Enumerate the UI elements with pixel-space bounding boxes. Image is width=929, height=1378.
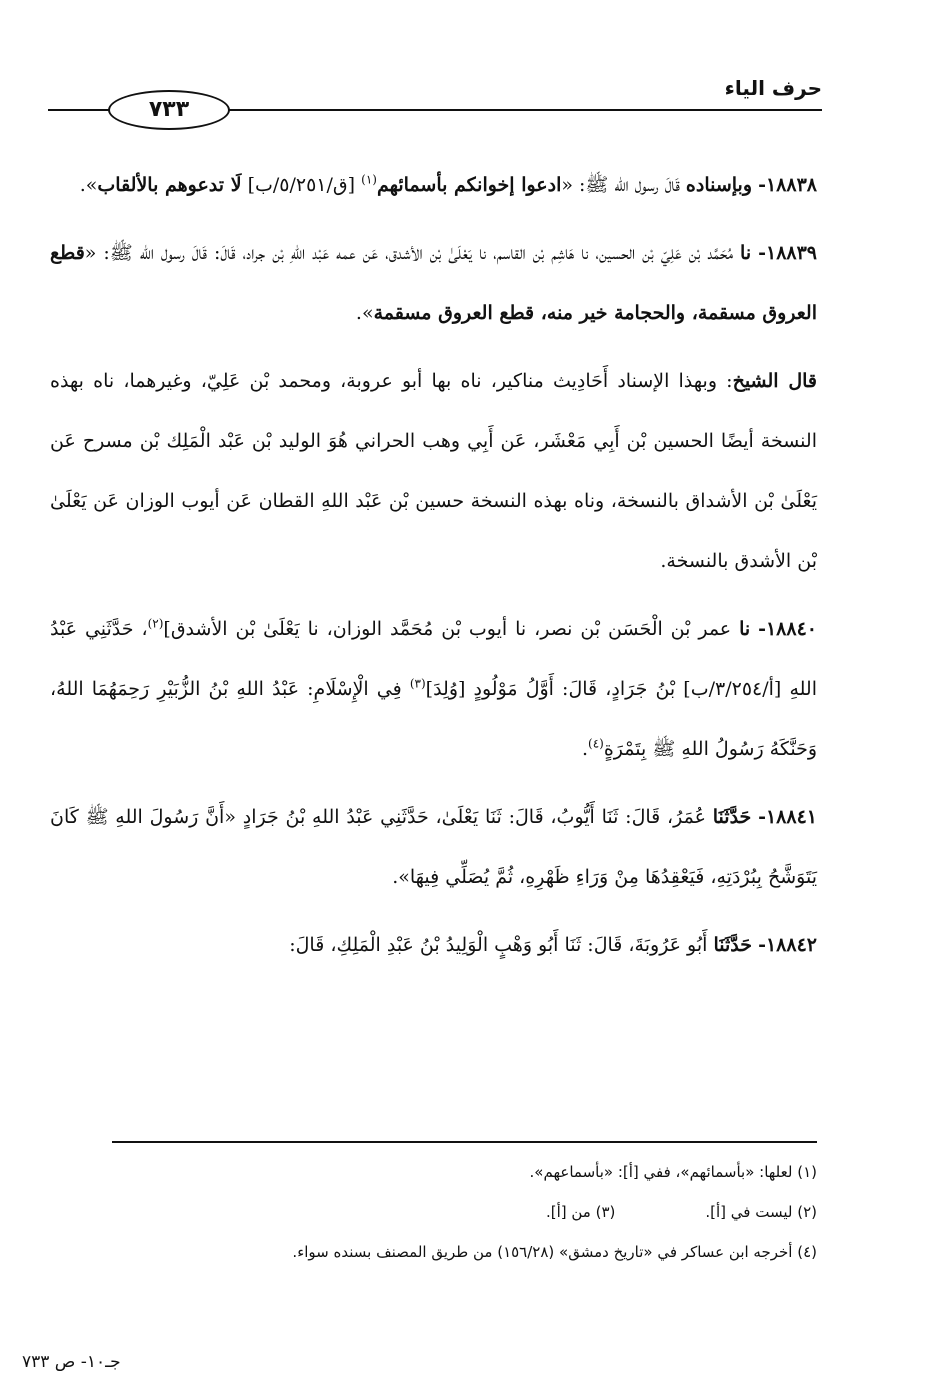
page-header <box>48 72 822 122</box>
entry-text: ». <box>79 174 98 196</box>
footnote-3: (٣) من [أ]. <box>545 1203 616 1221</box>
entry-quote: ادعوا إخوانكم بأسمائهم <box>376 174 562 196</box>
entry-number: ١٨٨٣٨- <box>758 174 817 196</box>
main-text <box>50 155 817 983</box>
hadith-entry-18839 <box>50 223 817 343</box>
entry-lead: حَدَّثَنَا <box>712 806 752 828</box>
entry-text: فِي الْإِسْلَامِ: عَبْدُ اللهِ بْنُ الزُّبَيْرِ رَحِمَهُمَا اللهُ، وَحَنَّكَهُ رَسُولُ اللهِ ﷺ بِتَمْرَةٍ <box>50 678 817 760</box>
entry-text: أَبُو عَرُوبَةَ، قَالَ: ثَنَا أَبُو وَهْبٍ الْوَلِيدُ بْنُ عَبْدِ الْمَلِكِ، قَالَ: <box>289 934 708 956</box>
footnote-marker: (٣) <box>409 676 426 691</box>
entry-text: : وبهذا الإسناد أَحَادِيث مناكير، ناه بها أبو عروبة، ومحمد بْن عَلِيّ، وغيرهما، ناه بهذه النسخة أيضًا الحسين بْن أَبِي مَعْشَر، عَن أَبِي وهب الحراني هُوَ الوليد بْن عَبْد الْمَلِك بْن مسرح عَن يَعْلَىٰ بْن الأشداق بالنسخة، وناه بهذه النسخة حسين بْن عَبْد اللهِ القطان عَن أيوب الوزان عَن يَعْلَىٰ بْن الأشدق بالنسخة. <box>50 370 817 572</box>
hadith-entry-18838 <box>50 155 817 215</box>
entry-text: قَالَ رسول الله ﷺ: « <box>561 174 680 196</box>
footnote-marker: (١) <box>361 172 377 187</box>
volume-page-signature: جـ١٠- ص ٧٣٣ <box>22 1352 121 1372</box>
footnotes <box>80 1152 817 1272</box>
hadith-entry-18840 <box>50 599 817 779</box>
hadith-entry-18841 <box>50 787 817 907</box>
entry-text: مُحَمَّد بْن عَلِيّ بْن الحسين، نا هَاشِم بْن القاسم، نا يَعْلَىٰ بْن الأشدق، عَن عمه عَبْد اللهِ بْن جراد، قَالَ: قَالَ رسول الله ﷺ: « <box>84 242 734 264</box>
sheikh-comment <box>50 351 817 591</box>
footnote-row-2-3 <box>80 1192 817 1232</box>
entry-number: ١٨٨٤٠- <box>758 618 817 640</box>
footnote-marker: (٤) <box>588 736 604 751</box>
entry-text: [ق/٥/٢٥١/ب] <box>241 174 362 196</box>
entry-quote: لَا تدعوهم بالألقاب <box>97 174 242 196</box>
footnote-2: (٢) ليست في [أ]. <box>705 1203 817 1221</box>
running-title: حرف الياء <box>724 76 822 100</box>
footnote-1: (١) لعلها: «بأسمائهم»، ففي [أ]: «بأسماعهم». <box>529 1163 817 1181</box>
entry-lead: نا <box>739 618 751 640</box>
entry-text: . <box>581 738 589 760</box>
footnote-rule <box>112 1141 817 1143</box>
entry-text: عمر بْن الْحَسَن بْن نصر، نا أيوب بْن مُحَمَّد الوزان، نا يَعْلَىٰ بْن الأشدق] <box>163 618 732 640</box>
entry-lead: حَدَّثَنَا <box>713 934 753 956</box>
entry-text: عُمَرُ، قَالَ: ثَنَا أَيُّوبُ، قَالَ: ثَنَا يَعْلَىٰ، حَدَّثَنِي عَبْدُ اللهِ بْنُ جَرَادٍ «أَنَّ رَسُولَ اللهِ ﷺ كَانَ يَتَوَشَّحُ بِبُرْدَتِهِ، فَيَعْقِدُهَا مِنْ وَرَاءِ ظَهْرِهِ، ثُمَّ يُصَلِّي فِيهَا». <box>50 806 817 888</box>
entry-number: ١٨٨٤٢- <box>758 934 817 956</box>
entry-text: ، حَدَّثَنِي عَبْدُ اللهِ [أ/٣/٢٥٤/ب] بْنُ جَرَادٍ، قَالَ: أَوَّلُ مَوْلُودٍ [وُلِدَ] <box>50 618 817 700</box>
footnote-marker: (٢) <box>147 616 164 631</box>
entry-number: ١٨٨٣٩- <box>758 242 818 264</box>
entry-lead: وبإسناده <box>685 174 753 196</box>
entry-number: ١٨٨٤١- <box>758 806 817 828</box>
entry-quote: قطع العروق مسقمة، والحجامة خير منه، قطع العروق مسقمة <box>50 242 817 324</box>
entry-lead: نا <box>740 242 752 264</box>
entry-text: ». <box>355 302 374 324</box>
entry-lead: قال الشيخ <box>732 370 817 392</box>
page-number-badge: ٧٣٣ <box>108 90 230 130</box>
footnote-4: (٤) أخرجه ابن عساكر في «تاريخ دمشق» (١٥٦/٢٨) من طريق المصنف بسنده سواء. <box>292 1243 817 1261</box>
hadith-entry-18842 <box>50 915 817 975</box>
